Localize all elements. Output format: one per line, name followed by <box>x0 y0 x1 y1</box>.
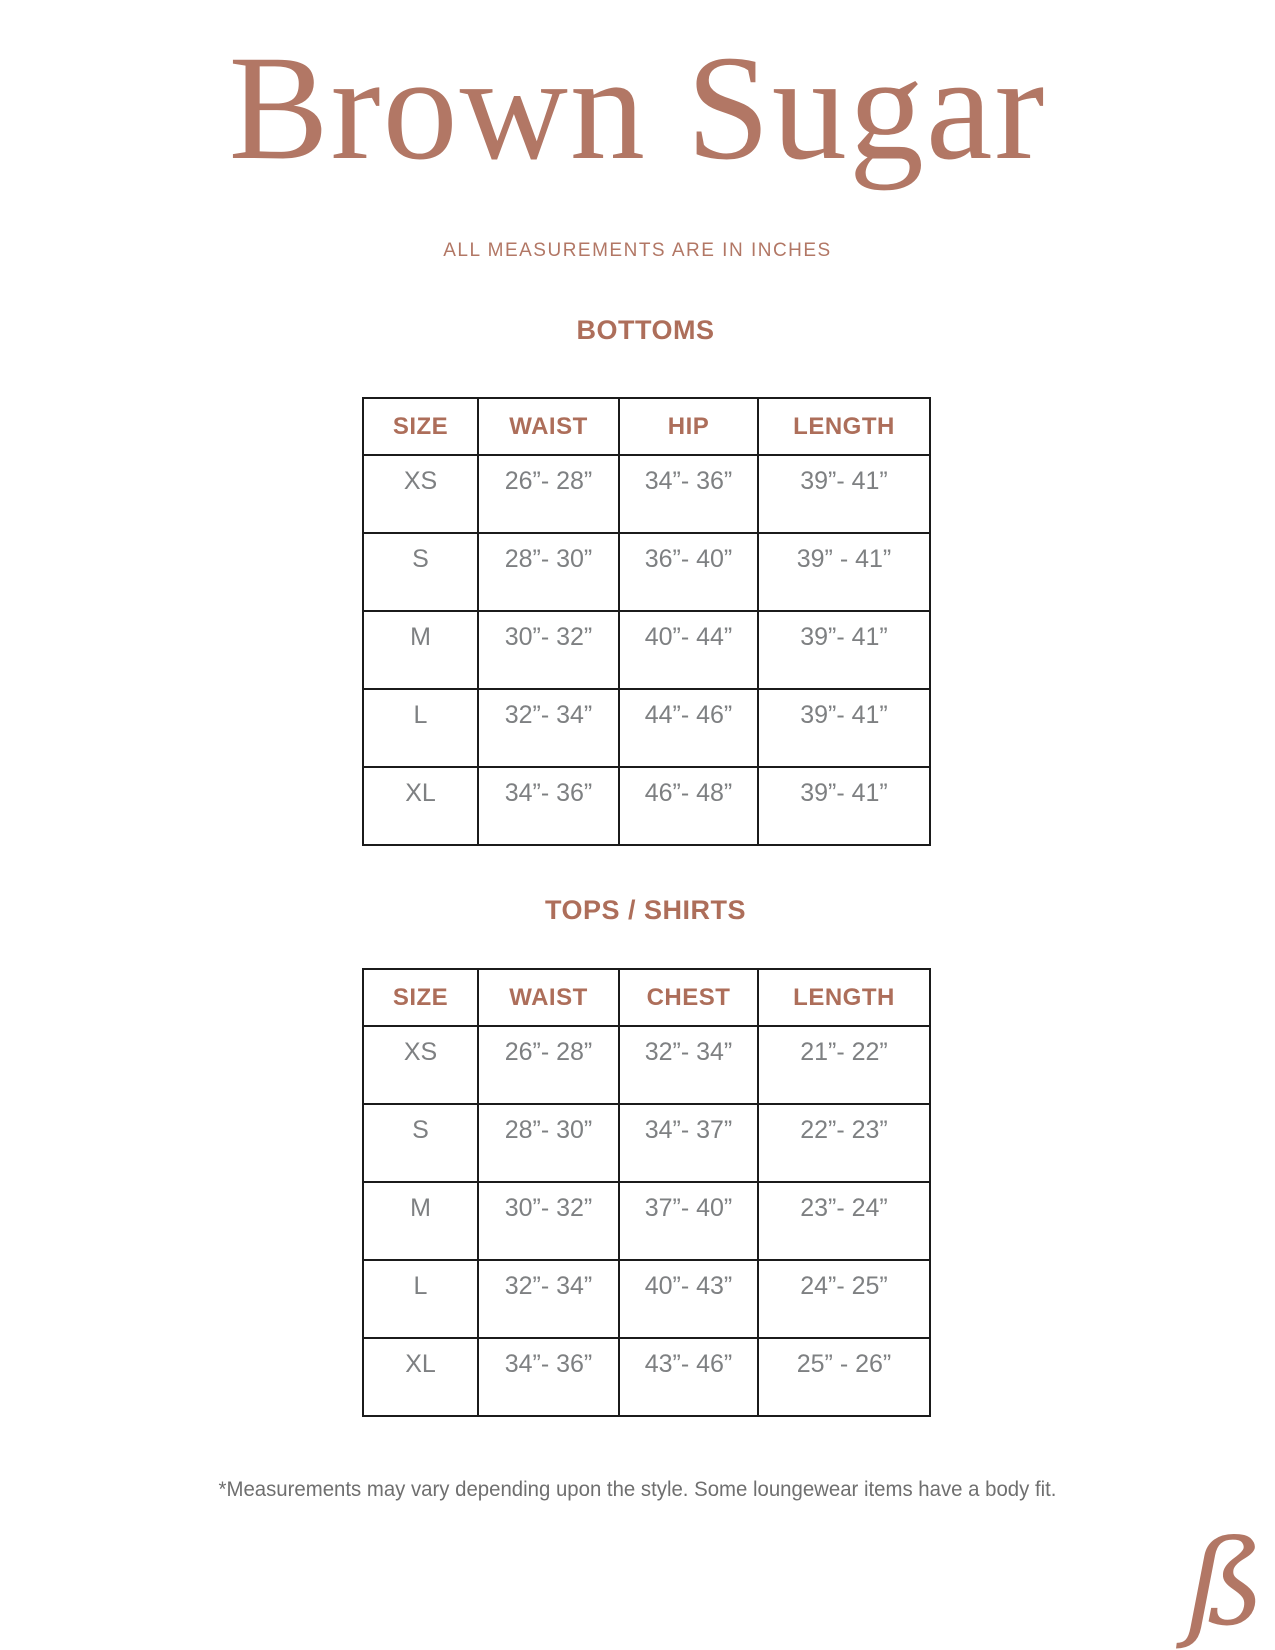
column-header: SIZE <box>363 969 478 1026</box>
measurement-cell: 39”- 41” <box>758 689 930 767</box>
measurement-cell: 28”- 30” <box>478 1104 619 1182</box>
measurement-cell: 25” - 26” <box>758 1338 930 1416</box>
size-row <box>363 1338 930 1416</box>
measurement-disclaimer: *Measurements may vary depending upon the style. Some loungewear items have a body fit. <box>218 1478 1057 1501</box>
size-label: S <box>363 1104 478 1182</box>
measurement-cell: 34”- 37” <box>619 1104 758 1182</box>
size-label: L <box>363 1260 478 1338</box>
measurement-cell: 44”- 46” <box>619 689 758 767</box>
measurement-cell: 36”- 40” <box>619 533 758 611</box>
measurement-cell: 23”- 24” <box>758 1182 930 1260</box>
bottoms-section-title: BOTTOMS <box>576 315 715 345</box>
brand-monogram-logo: ß <box>1186 1514 1265 1650</box>
size-row <box>363 1026 930 1104</box>
measurement-cell: 40”- 44” <box>619 611 758 689</box>
measurement-cell: 34”- 36” <box>478 1338 619 1416</box>
measurement-cell: 46”- 48” <box>619 767 758 845</box>
measurements-note: ALL MEASUREMENTS ARE IN INCHES <box>443 240 832 261</box>
column-header: CHEST <box>619 969 758 1026</box>
size-row <box>363 689 930 767</box>
size-row <box>363 1182 930 1260</box>
measurement-cell: 39”- 41” <box>758 767 930 845</box>
measurement-cell: 26”- 28” <box>478 455 619 533</box>
size-label: XS <box>363 455 478 533</box>
size-label: M <box>363 1182 478 1260</box>
measurement-cell: 32”- 34” <box>619 1026 758 1104</box>
measurement-cell: 43”- 46” <box>619 1338 758 1416</box>
measurement-cell: 39” - 41” <box>758 533 930 611</box>
measurement-cell: 32”- 34” <box>478 689 619 767</box>
bottoms-section <box>362 315 929 846</box>
measurement-cell: 24”- 25” <box>758 1260 930 1338</box>
size-row <box>363 1260 930 1338</box>
bottoms-size-table <box>362 397 931 846</box>
tops-section <box>362 895 929 1417</box>
header-row <box>363 969 930 1026</box>
brand-title: Brown Sugar <box>228 25 1047 191</box>
column-header: LENGTH <box>758 969 930 1026</box>
measurement-cell: 40”- 43” <box>619 1260 758 1338</box>
measurement-cell: 37”- 40” <box>619 1182 758 1260</box>
measurement-cell: 34”- 36” <box>478 767 619 845</box>
column-header: SIZE <box>363 398 478 455</box>
size-label: XL <box>363 1338 478 1416</box>
measurement-cell: 39”- 41” <box>758 455 930 533</box>
column-header: WAIST <box>478 969 619 1026</box>
column-header: HIP <box>619 398 758 455</box>
size-row <box>363 533 930 611</box>
size-row <box>363 611 930 689</box>
size-label: XL <box>363 767 478 845</box>
size-label: S <box>363 533 478 611</box>
measurement-cell: 26”- 28” <box>478 1026 619 1104</box>
measurement-cell: 22”- 23” <box>758 1104 930 1182</box>
tops-size-table <box>362 968 931 1417</box>
size-row <box>363 1104 930 1182</box>
measurement-cell: 32”- 34” <box>478 1260 619 1338</box>
measurement-cell: 30”- 32” <box>478 1182 619 1260</box>
size-row <box>363 767 930 845</box>
column-header: LENGTH <box>758 398 930 455</box>
column-header: WAIST <box>478 398 619 455</box>
size-label: L <box>363 689 478 767</box>
measurement-cell: 34”- 36” <box>619 455 758 533</box>
size-label: XS <box>363 1026 478 1104</box>
header-row <box>363 398 930 455</box>
measurement-cell: 39”- 41” <box>758 611 930 689</box>
size-label: M <box>363 611 478 689</box>
size-row <box>363 455 930 533</box>
measurement-cell: 30”- 32” <box>478 611 619 689</box>
measurement-cell: 28”- 30” <box>478 533 619 611</box>
measurement-cell: 21”- 22” <box>758 1026 930 1104</box>
tops-section-title: TOPS / SHIRTS <box>544 895 747 925</box>
